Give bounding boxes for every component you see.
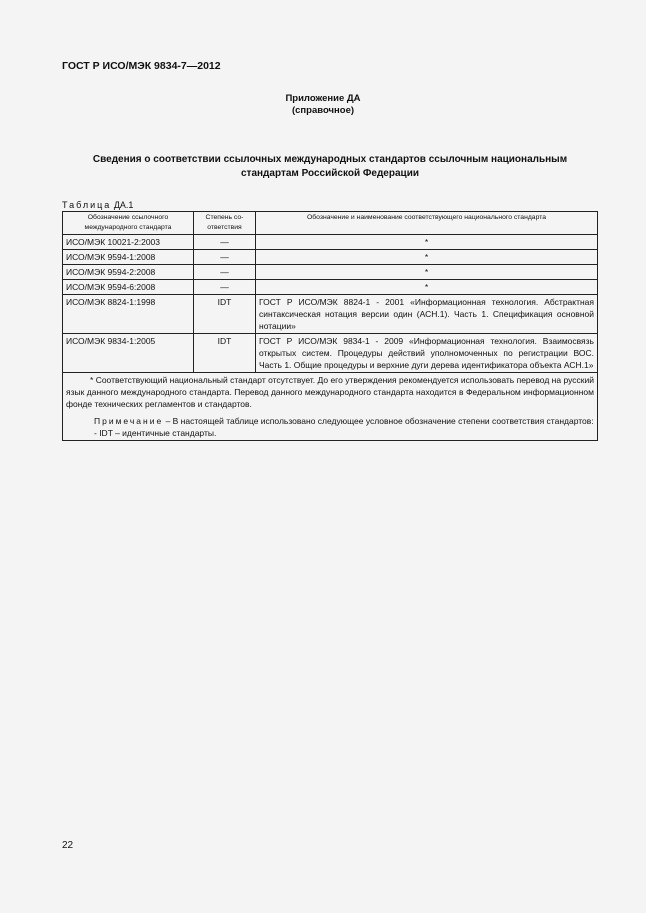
table-row (63, 265, 598, 280)
header-national-standard: Обозначение и наименование соответствующего национального стандарта (256, 212, 598, 235)
cell-national: * (256, 265, 598, 280)
header-degree: Степень со- ответствия (194, 212, 256, 235)
cell-degree: — (194, 280, 256, 295)
table-row (63, 250, 598, 265)
annex-title: Приложение ДА (285, 93, 361, 104)
standards-table (62, 211, 598, 441)
cell-national: * (256, 280, 598, 295)
table-row (63, 295, 598, 334)
cell-intl: ИСО/МЭК 9594-1:2008 (63, 250, 194, 265)
cell-national: * (256, 235, 598, 250)
cell-degree: IDT (194, 295, 256, 334)
cell-degree: — (194, 235, 256, 250)
cell-degree: — (194, 265, 256, 280)
document-header: ГОСТ Р ИСО/МЭК 9834-7—2012 (62, 60, 221, 72)
note-item: - IDT – идентичные стандарты. (94, 428, 217, 438)
cell-degree: IDT (194, 334, 256, 373)
cell-national: ГОСТ Р ИСО/МЭК 9834-1 - 2009 «Информационная технология. Взаимосвязь открытых систем. Процедуры действий уполномоченных по регистрации ВОС. Часть 1. Общие процедуры и верхние дуги дерева идентификатора объекта АСН.1» (256, 334, 598, 373)
cell-intl: ИСО/МЭК 9834-1:2005 (63, 334, 194, 373)
table-note (66, 415, 594, 427)
table-caption-word: Таблица (62, 200, 112, 210)
section-title-line-1: Сведения о соответствии ссылочных международных стандартов ссылочным национальным (92, 154, 568, 165)
cell-national: ГОСТ Р ИСО/МЭК 8824-1 - 2001 «Информационная технология. Абстрактная синтаксическая нотация версии один (АСН.1). Часть 1. Спецификация основной нотации» (256, 295, 598, 334)
table-row (63, 280, 598, 295)
page-number: 22 (62, 840, 74, 851)
cell-degree: — (194, 250, 256, 265)
table-caption (62, 200, 133, 210)
table-row (63, 334, 598, 373)
note-label: Примечание (94, 416, 164, 426)
table-footnote: * Соответствующий национальный стандарт отсутствует. До его утверждения рекомендуется использовать перевод на русский язык данного международного стандарта. Перевод данного международного стандарта находится в Федеральном информационном фонде технических регламентов и стандартов. (66, 375, 594, 409)
cell-intl: ИСО/МЭК 10021-2:2003 (63, 235, 194, 250)
cell-intl: ИСО/МЭК 9594-2:2008 (63, 265, 194, 280)
annex-heading (0, 93, 646, 117)
table-caption-number: ДА.1 (113, 200, 134, 210)
table-header-row (63, 212, 598, 235)
table-notes (63, 373, 598, 441)
header-intl-standard: Обозначение ссылочного международного стандарта (63, 212, 194, 235)
section-title (40, 153, 620, 181)
table-row (63, 235, 598, 250)
annex-subtitle: (справочное) (291, 105, 355, 116)
table-notes-row (63, 373, 598, 441)
section-title-line-2: стандартам Российской Федерации (241, 168, 419, 179)
cell-intl: ИСО/МЭК 8824-1:1998 (63, 295, 194, 334)
note-text: – В настоящей таблице использовано следующее условное обозначение степени соответствия стандартов: (163, 416, 594, 426)
cell-intl: ИСО/МЭК 9594-6:2008 (63, 280, 194, 295)
cell-national: * (256, 250, 598, 265)
